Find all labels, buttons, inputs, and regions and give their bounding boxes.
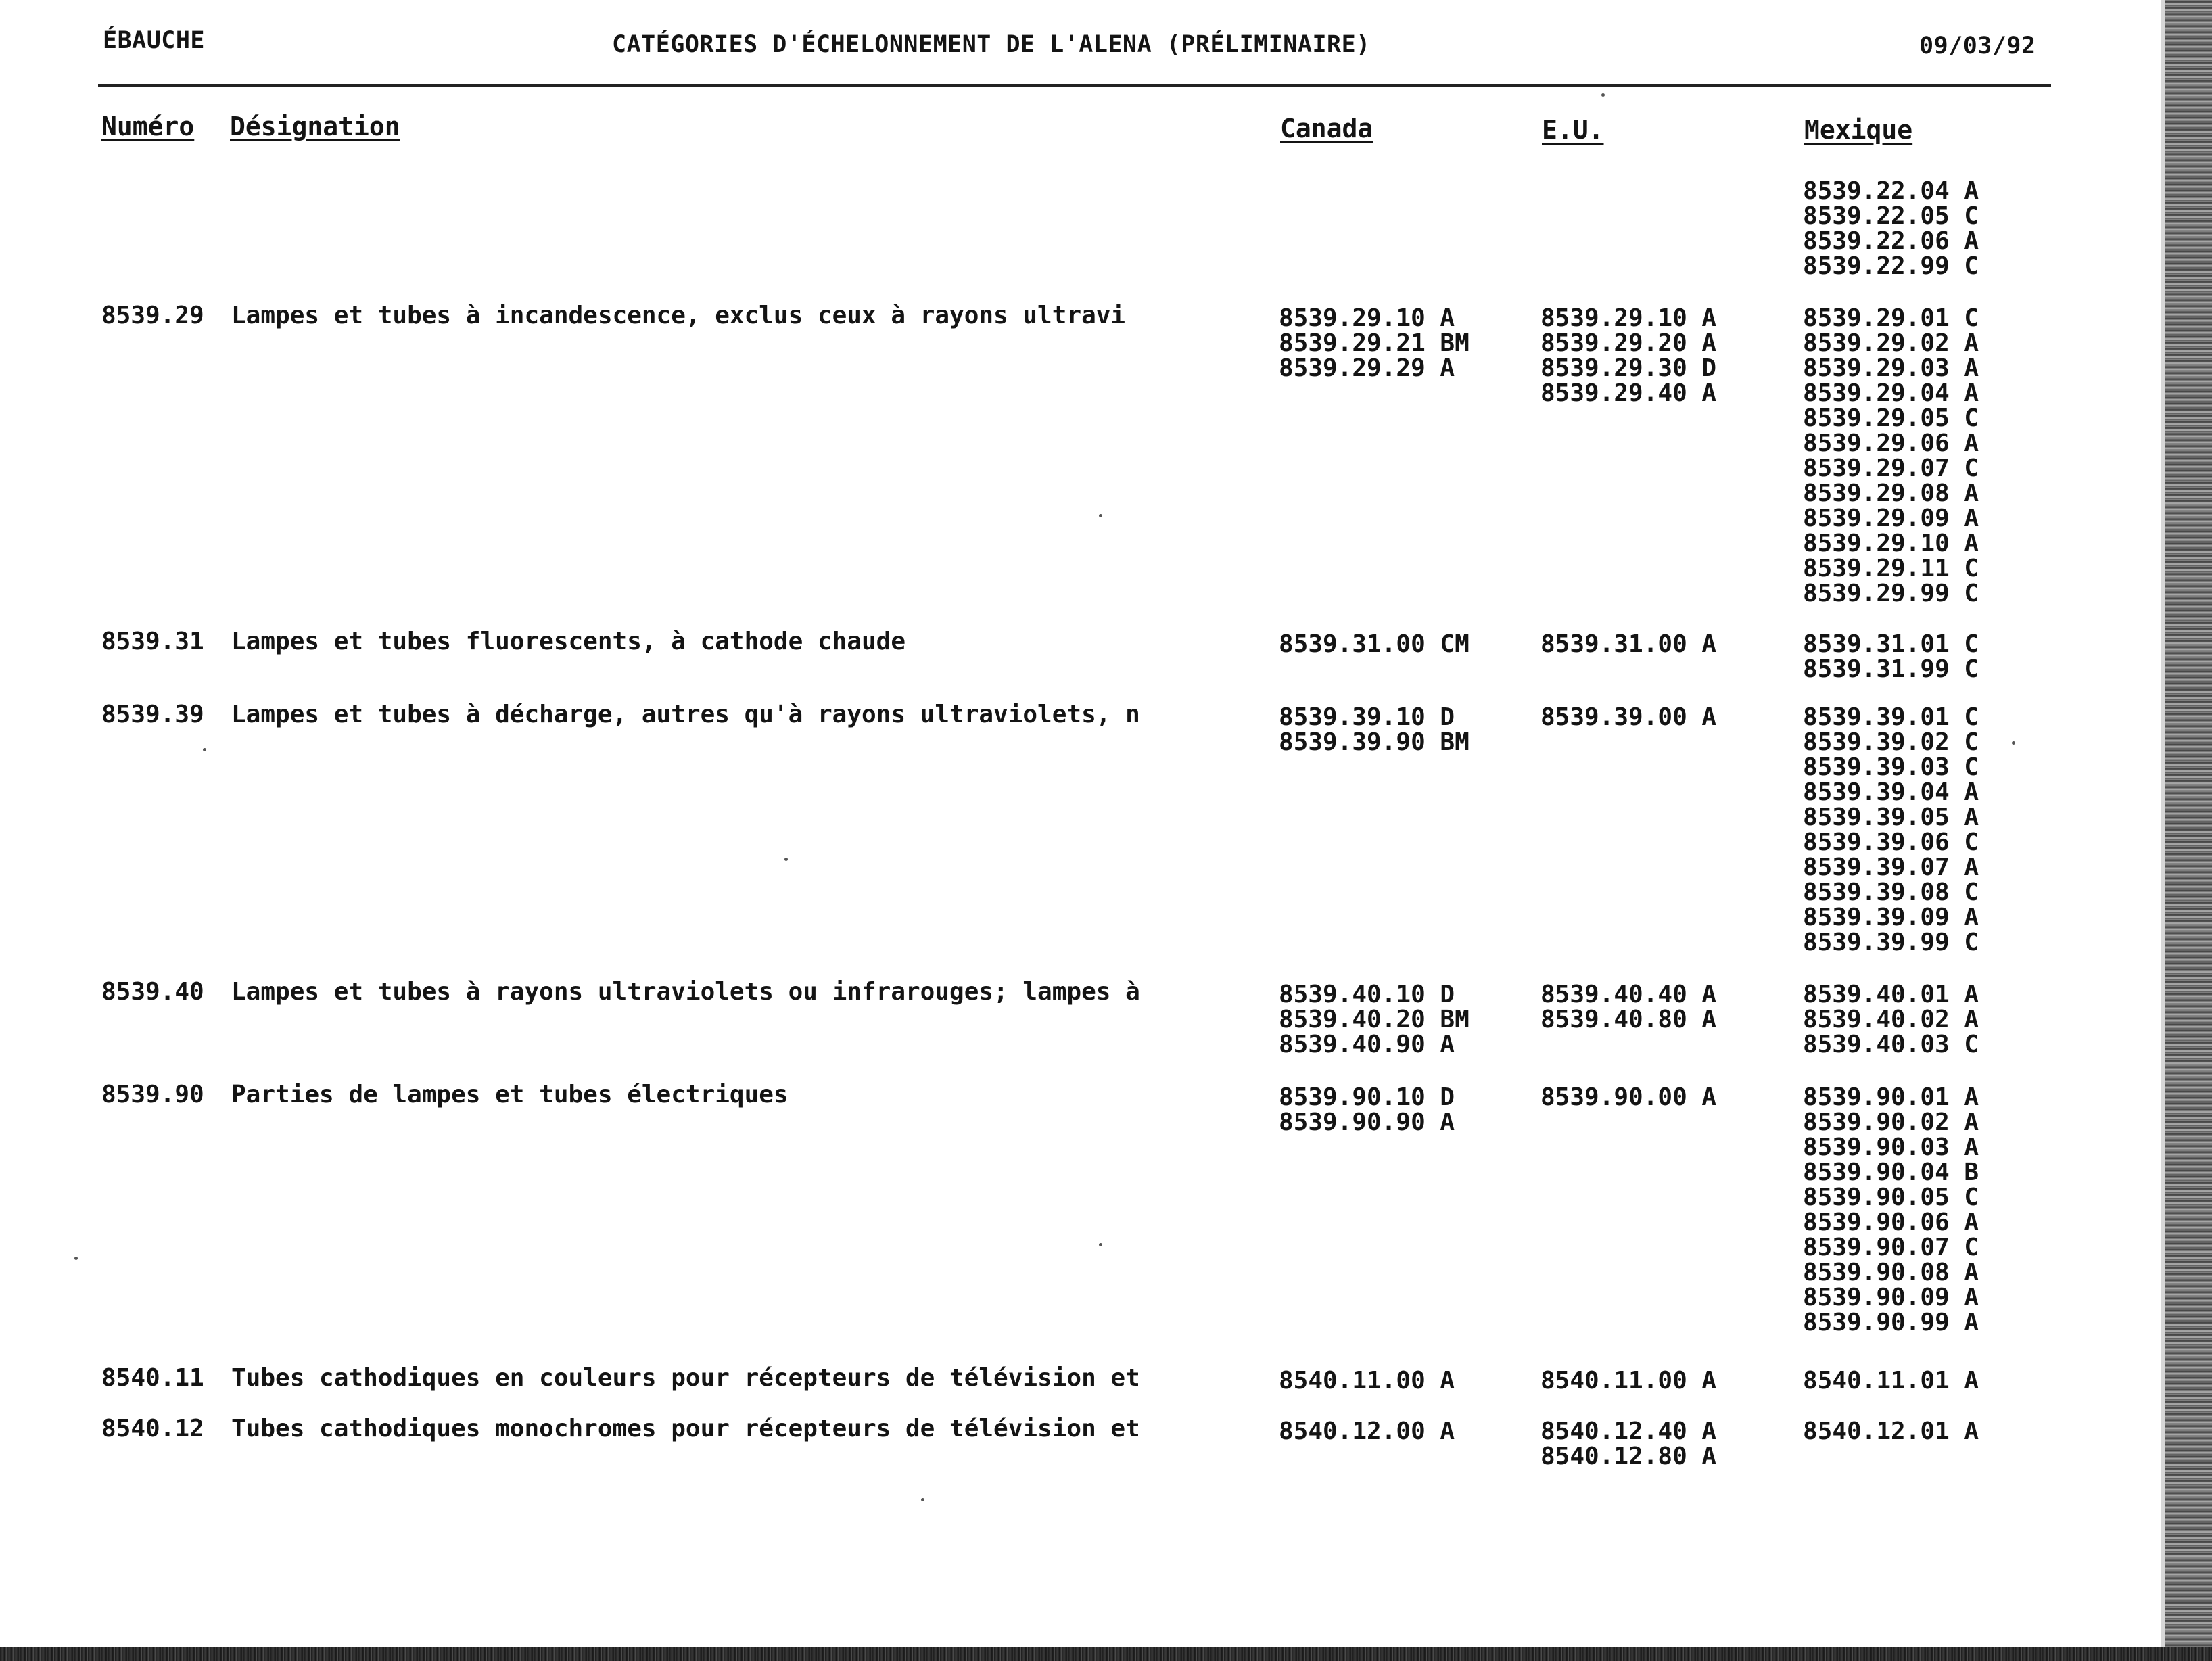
code-entry: 8539.29.01 C — [1803, 304, 1979, 332]
code-entry: 8539.29.05 C — [1803, 404, 1979, 432]
code-entry: 8539.29.10 A — [1279, 304, 1455, 332]
code-entry: 8539.29.08 A — [1803, 479, 1979, 507]
eu-codes — [1540, 306, 1716, 406]
code-entry: 8539.29.40 A — [1540, 379, 1717, 407]
mexique-codes — [1803, 179, 1979, 279]
scan-edge — [2165, 0, 2212, 1661]
code-entry: 8540.12.80 A — [1540, 1443, 1717, 1470]
scan-speck — [921, 1498, 924, 1501]
code-entry: 8540.11.00 A — [1540, 1367, 1717, 1395]
code-entry: 8539.29.10 A — [1540, 304, 1717, 332]
designation-text: Lampes et tubes à décharge, autres qu'à rayons ultraviolets, n — [231, 701, 1140, 728]
column-header-numero: Numéro — [101, 112, 195, 141]
code-entry: 8540.11.01 A — [1803, 1367, 1979, 1395]
canada-codes — [1279, 306, 1469, 381]
code-entry: 8539.29.07 C — [1803, 454, 1979, 482]
mexique-codes — [1803, 1368, 1979, 1393]
code-entry: 8539.40.20 BM — [1279, 1006, 1469, 1033]
code-entry: 8539.29.21 BM — [1279, 329, 1469, 357]
code-entry: 8539.39.04 A — [1803, 778, 1979, 806]
mexique-codes — [1803, 982, 1979, 1057]
tariff-number: 8539.90 — [101, 1081, 204, 1108]
code-entry: 8539.90.09 A — [1803, 1284, 1979, 1311]
eu-codes — [1540, 1085, 1716, 1110]
code-entry: 8539.29.11 C — [1803, 555, 1979, 582]
scan-speck — [203, 748, 206, 751]
designation-text: Lampes et tubes fluorescents, à cathode chaude — [231, 628, 905, 655]
code-entry: 8539.39.00 A — [1540, 703, 1717, 731]
eu-codes — [1540, 1419, 1716, 1469]
code-entry: 8539.90.08 A — [1803, 1259, 1979, 1286]
code-entry: 8540.12.01 A — [1803, 1418, 1979, 1445]
designation-text: Tubes cathodiques en couleurs pour récepteurs de télévision et — [231, 1364, 1140, 1392]
eu-codes — [1540, 705, 1716, 730]
code-entry: 8539.29.10 A — [1803, 530, 1979, 557]
code-entry: 8539.39.10 D — [1279, 703, 1455, 731]
designation-text: Parties de lampes et tubes électriques — [231, 1081, 789, 1108]
scan-speck — [1099, 1243, 1102, 1246]
tariff-number: 8540.11 — [101, 1364, 204, 1392]
code-entry: 8539.90.06 A — [1803, 1209, 1979, 1236]
code-entry: 8540.12.00 A — [1279, 1418, 1455, 1445]
document-date: 09/03/92 — [1919, 32, 2036, 60]
tariff-number: 8539.40 — [101, 978, 204, 1006]
code-entry: 8539.29.04 A — [1803, 379, 1979, 407]
scan-speck — [74, 1257, 78, 1260]
code-entry: 8539.90.00 A — [1540, 1083, 1717, 1111]
code-entry: 8539.40.01 A — [1803, 981, 1979, 1008]
code-entry: 8539.40.03 C — [1803, 1031, 1979, 1058]
code-entry: 8539.40.02 A — [1803, 1006, 1979, 1033]
code-entry: 8539.40.40 A — [1540, 981, 1717, 1008]
mexique-codes — [1803, 1419, 1979, 1444]
code-entry: 8539.22.04 A — [1803, 177, 1979, 205]
code-entry: 8539.90.03 A — [1803, 1133, 1979, 1161]
code-entry: 8539.39.05 A — [1803, 803, 1979, 831]
code-entry: 8539.40.90 A — [1279, 1031, 1455, 1058]
code-entry: 8539.39.03 C — [1803, 753, 1979, 781]
column-header-canada: Canada — [1280, 114, 1373, 143]
code-entry: 8539.39.01 C — [1803, 703, 1979, 731]
code-entry: 8539.29.30 D — [1540, 354, 1717, 382]
scan-speck — [1601, 93, 1605, 97]
code-entry: 8539.29.20 A — [1540, 329, 1717, 357]
tariff-number: 8540.12 — [101, 1415, 204, 1443]
code-entry: 8539.39.90 BM — [1279, 728, 1469, 756]
tariff-number: 8539.31 — [101, 628, 204, 655]
designation-text: Tubes cathodiques monochromes pour récepteurs de télévision et — [231, 1415, 1140, 1443]
code-entry: 8539.39.09 A — [1803, 904, 1979, 931]
code-entry: 8540.11.00 A — [1279, 1367, 1455, 1395]
code-entry: 8539.90.07 C — [1803, 1234, 1979, 1261]
canada-codes — [1279, 1085, 1455, 1135]
code-entry: 8539.40.80 A — [1540, 1006, 1717, 1033]
eu-codes — [1540, 982, 1716, 1032]
code-entry: 8539.22.99 C — [1803, 252, 1979, 280]
code-entry: 8539.39.07 A — [1803, 853, 1979, 881]
canada-codes — [1279, 1368, 1455, 1393]
code-entry: 8539.29.03 A — [1803, 354, 1979, 382]
code-entry: 8539.39.99 C — [1803, 929, 1979, 956]
code-entry: 8539.31.00 CM — [1279, 630, 1469, 658]
column-header-designation: Désignation — [230, 112, 400, 141]
canada-codes — [1279, 632, 1469, 657]
scan-speck — [2012, 741, 2015, 745]
code-entry: 8539.31.99 C — [1803, 655, 1979, 683]
code-entry: 8539.29.06 A — [1803, 429, 1979, 457]
code-entry: 8539.90.02 A — [1803, 1108, 1979, 1136]
mexique-codes — [1803, 632, 1979, 682]
code-entry: 8539.40.10 D — [1279, 981, 1455, 1008]
code-entry: 8539.22.06 A — [1803, 227, 1979, 255]
code-entry: 8539.29.99 C — [1803, 580, 1979, 607]
canada-codes — [1279, 1419, 1455, 1444]
column-header-mexique: Mexique — [1804, 115, 1913, 145]
draft-label: ÉBAUCHE — [103, 27, 206, 54]
code-entry: 8539.29.02 A — [1803, 329, 1979, 357]
code-entry: 8539.31.00 A — [1540, 630, 1717, 658]
code-entry: 8540.12.40 A — [1540, 1418, 1717, 1445]
canada-codes — [1279, 982, 1469, 1057]
code-entry: 8539.39.08 C — [1803, 879, 1979, 906]
mexique-codes — [1803, 1085, 1979, 1335]
mexique-codes — [1803, 306, 1979, 606]
code-entry: 8539.90.05 C — [1803, 1184, 1979, 1211]
eu-codes — [1540, 1368, 1716, 1393]
code-entry: 8539.90.90 A — [1279, 1108, 1455, 1136]
code-entry: 8539.90.10 D — [1279, 1083, 1455, 1111]
code-entry: 8539.90.99 A — [1803, 1309, 1979, 1336]
code-entry: 8539.90.04 B — [1803, 1159, 1979, 1186]
scan-speck — [1099, 514, 1102, 517]
column-header-eu: E.U. — [1542, 115, 1604, 145]
canada-codes — [1279, 705, 1469, 755]
eu-codes — [1540, 632, 1716, 657]
code-entry: 8539.29.29 A — [1279, 354, 1455, 382]
code-entry: 8539.22.05 C — [1803, 202, 1979, 230]
scan-edge — [0, 1647, 2212, 1661]
scan-speck — [784, 858, 788, 861]
designation-text: Lampes et tubes à rayons ultraviolets ou infrarouges; lampes à — [231, 978, 1140, 1006]
code-entry: 8539.31.01 C — [1803, 630, 1979, 658]
code-entry: 8539.29.09 A — [1803, 505, 1979, 532]
tariff-number: 8539.29 — [101, 302, 204, 329]
code-entry: 8539.90.01 A — [1803, 1083, 1979, 1111]
mexique-codes — [1803, 705, 1979, 955]
designation-text: Lampes et tubes à incandescence, exclus ceux à rayons ultravi — [231, 302, 1126, 329]
document-title: CATÉGORIES D'ÉCHELONNEMENT DE L'ALENA (PRÉLIMINAIRE) — [612, 31, 1371, 58]
code-entry: 8539.39.06 C — [1803, 828, 1979, 856]
header-rule — [98, 84, 2051, 87]
tariff-number: 8539.39 — [101, 701, 204, 728]
code-entry: 8539.39.02 C — [1803, 728, 1979, 756]
